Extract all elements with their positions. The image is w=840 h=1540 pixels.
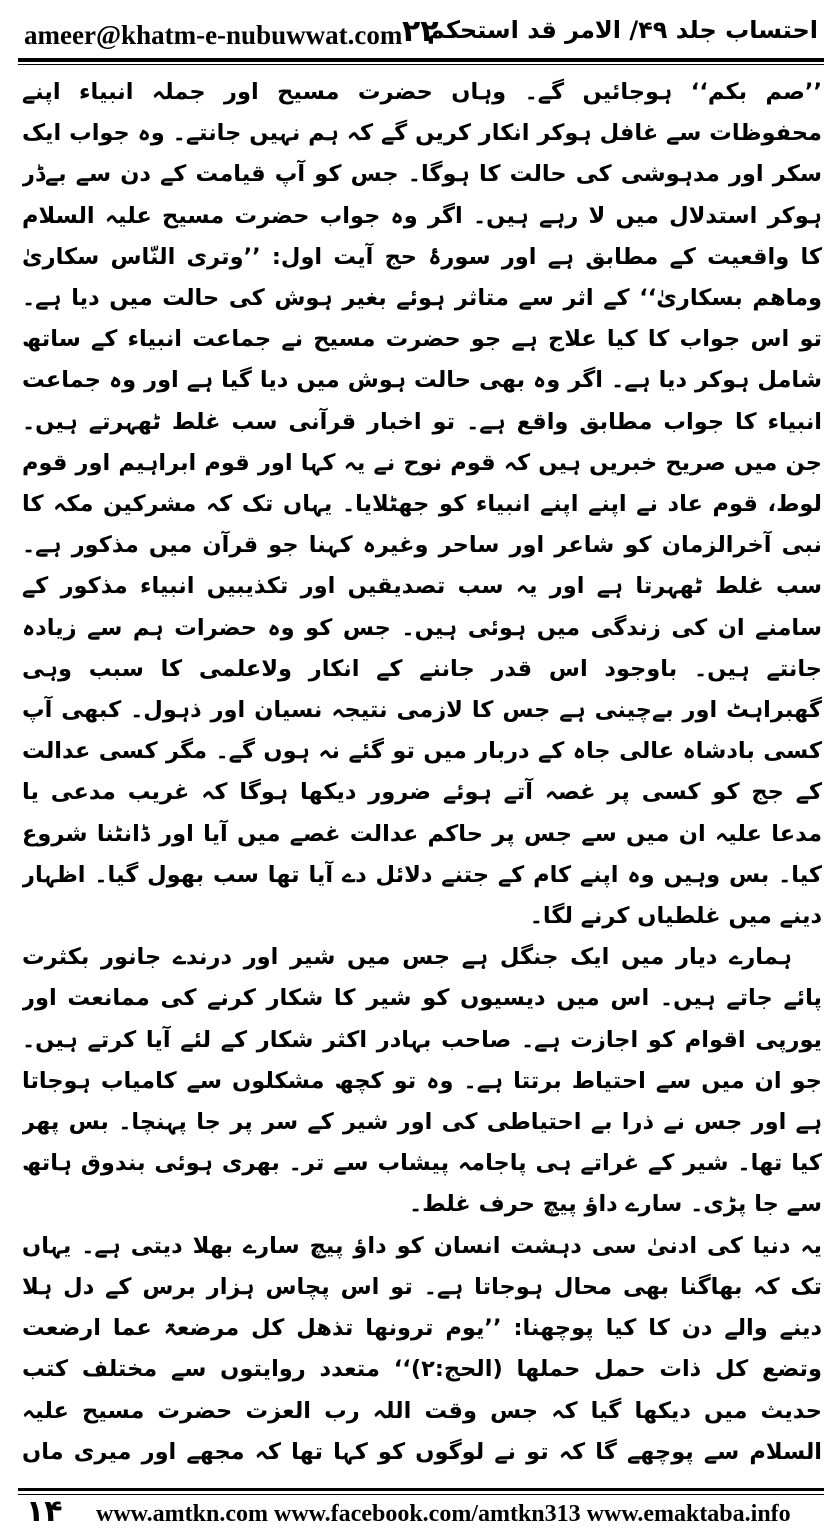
footer-page-number: ۱۴ [26, 1494, 63, 1529]
main-text-body [22, 72, 822, 1472]
page-footer [0, 1488, 840, 1540]
paragraph-1: ’’صم بکم‘‘ ہوجائیں گے۔ وہاں حضرت مسیح اور جملہ انبیاء اپنے محفوظات سے غافل ہوکر انکار کریں گے کہ ہم نہیں جانتے۔ وہ جواب ایک سکر اور مدہوشی کی حالت کا ہوگا۔ جس کو آپ قیامت کے دن سے بےڈر ہوکر استدلال میں لا رہے ہیں۔ اگر وہ جواب حضرت مسیح علیہ السلام کا واقعیت کے مطابق ہے اور سورۂ حج آیت اول: ’’وتری النّاس سکاریٰ وماھم بسکاریٰ‘‘ کے اثر سے متاثر ہوئے بغیر ہوش کی حالت میں دیا ہے۔ تو اس جواب کا کیا علاج ہے جو حضرت مسیح نے جماعت انبیاء کے ساتھ شامل ہوکر دیا ہے۔ اگر وہ بھی حالت ہوش میں دیا گیا ہے اور وہ جماعت انبیاء کا جواب مطابق واقع ہے۔ تو اخبار قرآنی سب غلط ٹھہرتے ہیں۔ جن میں صریح خبریں ہیں کہ قوم نوح نے یہ کہا اور قوم ابراہیم اور قوم لوط، قوم عاد نے اپنے اپنے انبیاء کو جھٹلایا۔ یہاں تک کہ مشرکین مکہ کا نبی آخرالزمان کو شاعر اور ساحر وغیرہ کہنا جو قرآن میں مذکور ہے۔ سب غلط ٹھہرتا ہے اور یہ سب تصدیقیں اور تکذیبیں انبیاء مذکور کے سامنے ان کی زندگی میں ہوئی ہیں۔ جس کو وہ حضرات ہم سے زیادہ جانتے ہیں۔ باوجود اس قدر جاننے کے انکار ولاعلمی کا سبب وہی گھبراہٹ اور بےچینی ہے جس کا لازمی نتیجہ نسیان اور ذہول۔ کبھی آپ کسی بادشاہ عالی جاہ کے دربار میں تو گئے نہ ہوں گے۔ مگر کسی عدالت کے جج کو کسی پر غصہ آتے ہوئے ضرور دیکھا ہوگا کہ غریب مدعی یا مدعا علیہ ان میں سے جس پر حاکم عدالت غصے میں آیا اور ڈانٹنا شروع کیا۔ بس وہیں وہ اپنے کام کے جتنے دلائل دے آیا تھا سب بھول گیا۔ اظہار دینے میں غلطیاں کرنے لگا۔ [22, 79, 822, 930]
header-page-number: ۲۲ [402, 14, 439, 49]
header-rule-thin [18, 64, 824, 65]
header-rule-thick [18, 58, 824, 62]
footer-rule-thick [18, 1488, 824, 1491]
footer-rule-thin [18, 1494, 824, 1495]
footer-website-links[interactable]: www.amtkn.com www.facebook.com/amtkn313 www.emaktaba.info [96, 1501, 791, 1527]
header-email: ameer@khatm-e-nubuwwat.com [24, 20, 403, 50]
paragraph-2: ہمارے دیار میں ایک جنگل ہے جس میں شیر اور درندے جانور بکثرت پائے جاتے ہیں۔ اس میں دیسیوں کو شیر کا شکار کرنے کی ممانعت اور یورپی اقوام کو اجازت ہے۔ صاحب بہادر اکثر شکار کے لئے آیا کرتے ہیں۔ جو ان میں سے احتیاط برتتا ہے۔ وہ تو کچھ مشکلوں سے کامیاب ہوجاتا ہے اور جس نے ذرا بے احتیاطی کی اور شیر کے سر پر جا پہنچا۔ بس پھر کیا تھا۔ شیر کے غراتے ہی پاجامہ پیشاب سے تر۔ بھری ہوئی بندوق ہاتھ سے جا پڑی۔ سارے داؤ پیچ حرف غلط۔ [22, 944, 822, 1218]
header-book-title: احتساب جلد ۴۹/ الامر قد استحکم [427, 16, 818, 44]
paragraph-3: یہ دنیا کی ادنیٰ سی دہشت انسان کو داؤ پیچ سارے بھلا دیتی ہے۔ یہاں تک کہ بھاگنا بھی محال ہوجاتا ہے۔ تو اس پچاس ہزار برس کے دل ہلا دینے والے دن کا کیا پوچھنا: ’’یوم ترونھا تذھل کل مرضعۃ عما ارضعت وتضع کل ذات حمل حملھا (الحج:۲)‘‘ متعدد روایتوں سے مختلف کتب حدیث میں دیکھا گیا کہ جس وقت اللہ رب العزت حضرت مسیح علیہ السلام سے پوچھے گا کہ تو نے لوگوں کو کہا تھا کہ مجھے اور میری ماں [22, 1232, 822, 1465]
page-header [0, 0, 840, 58]
